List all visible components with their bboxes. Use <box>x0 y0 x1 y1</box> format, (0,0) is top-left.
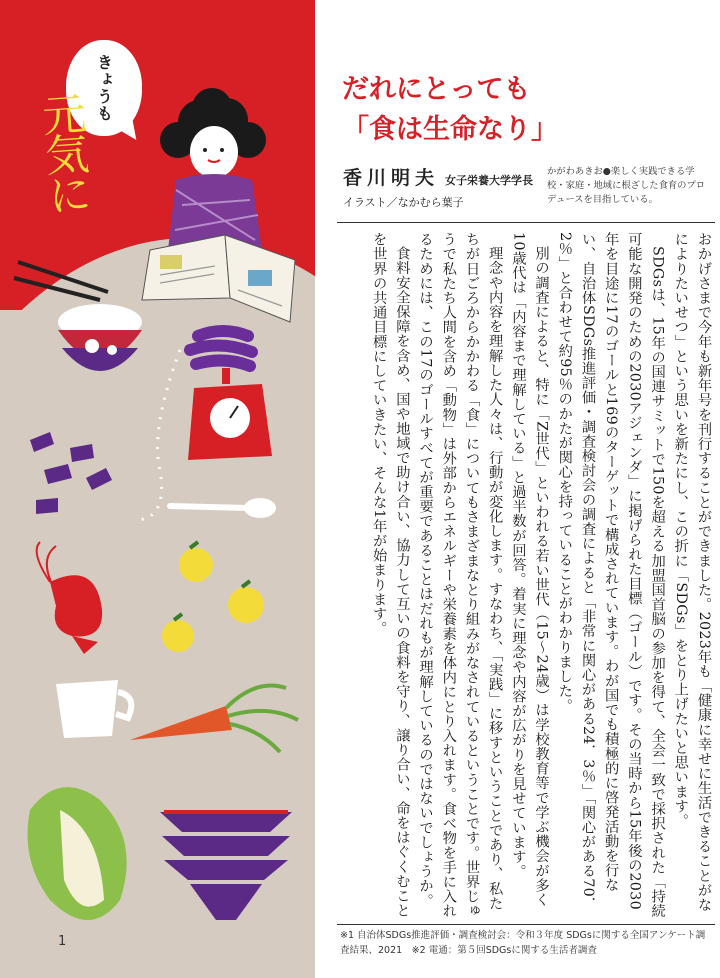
speech-bubble: きょうも <box>66 40 142 136</box>
title-line-2: 「食は生命なり」 <box>342 114 558 145</box>
paragraph: 食料安全保障を含め、国や地域で助け合い、協力して互いの食料を守り、譲り合い、命をはぐくむことを世界の共通目標にしていきたい、そんな1年が始まります。 <box>371 232 411 918</box>
paragraph: 別の調査によると、特に「Z世代」といわれる若い世代（15～24歳）は学校教育等で学ぶ機会が多く10歳代は「内容まで理解している」と過半数が回答。着実に理念や内容が広がりを見せています。 <box>510 232 550 908</box>
title-line-1: だれにとっても <box>342 74 531 105</box>
shrimp <box>37 542 102 654</box>
rice-bowl <box>14 262 142 371</box>
page-number: 1 <box>58 934 67 949</box>
pasta-pieces <box>30 432 112 514</box>
article-body <box>337 232 715 920</box>
stacked-bowls <box>160 810 292 920</box>
bottom-divider <box>337 924 715 925</box>
paragraph: おかげさまで今年も新年号を刊行することができました。2023年も「健康に幸せに生活できることがなによりたいせつ」という思いを新たにし、この折に「SDGs」をとり上げたいと思います。 <box>672 232 712 912</box>
carrot <box>130 686 298 753</box>
paragraph: SDGsは、15年の国連サミットで150を超える加盟国首脳の参加を得て、全会一致で採択された「持続可能な開発のための2030アジェンダ」に掲げられた目標（ゴール）です。その当時から15年後の2030年を目途に17のゴールと169のターゲットで構成されています。わが国でも積極的に啓発活動を行ない、自治体SDGs推進評価・調査検討会の調査によると「非常に関心がある24．3％」「関心がある70．2％」と合わせて約95％のかたが関心を持っていることがわかりました。 <box>556 232 666 919</box>
napa-cabbage <box>28 787 127 920</box>
author-line <box>343 163 533 190</box>
woman-figure <box>160 88 266 250</box>
paragraph: 理念や内容を理解した人々は、行動が変化します。すなわち、「実践」に移すということであり、私たちが日ごろからかかわる「食」についてもさまざまなとり組みがなされているということです。世界じゅうで私たち人間を含め「動物」は外部からエネルギーや栄養素を体内にとり入れます。食べ物を手に入れるためには、この17のゴールすべてが重要であることはだれもが理解しているのではないでしょうか。 <box>417 232 504 919</box>
illustrator-credit: イラスト／なかむら葉子 <box>343 196 464 209</box>
open-book <box>142 235 295 322</box>
footnote: ※1 自治体SDGs推進評価・調査検討会：令和３年度 SDGsに関する全国アンケート調査結果、2021 ※2 電通：第５回SDGsに関する生活者調査 <box>340 930 706 956</box>
kitchen-scale <box>188 331 272 460</box>
author-name: 香川明夫 <box>343 167 440 189</box>
measuring-spoon <box>170 498 276 518</box>
genki-lettering: 元気に <box>32 90 93 214</box>
author-affiliation: 女子栄養大学学長 <box>445 174 534 187</box>
top-divider <box>337 222 715 223</box>
measuring-cup <box>56 680 131 738</box>
author-profile: かがわあきお●楽しく実践できる学校・家庭・地域に根ざした食育のプロデュースを目指している。 <box>547 166 706 205</box>
article-title <box>342 70 702 150</box>
illustration-panel <box>0 0 315 978</box>
yuzu-fruits <box>162 542 264 652</box>
